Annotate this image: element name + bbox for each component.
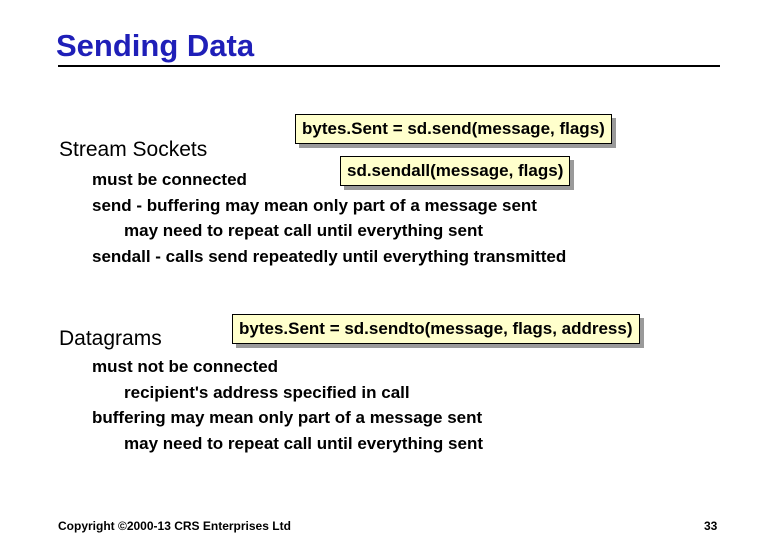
stream-sockets-heading: Stream Sockets	[59, 138, 208, 161]
datagram-line-4: may need to repeat call until everything sent	[124, 434, 483, 453]
stream-line-1: must be connected	[92, 170, 247, 189]
sendall-callout: sd.sendall(message, flags)	[340, 156, 570, 186]
stream-line-2: send - buffering may mean only part of a message sent	[92, 196, 537, 215]
page-number: 33	[704, 519, 718, 533]
slide-title: Sending Data	[56, 28, 255, 63]
datagram-line-1: must not be connected	[92, 357, 279, 376]
stream-line-3: may need to repeat call until everything sent	[124, 221, 483, 240]
send-callout: bytes.Sent = sd.send(message, flags)	[295, 114, 612, 144]
stream-line-4: sendall - calls send repeatedly until everything transmitted	[92, 247, 567, 266]
datagram-line-3: buffering may mean only part of a message sent	[92, 408, 483, 427]
datagrams-heading: Datagrams	[59, 327, 162, 350]
title-underline	[58, 65, 720, 67]
datagram-line-2: recipient's address specified in call	[124, 383, 410, 402]
sendto-callout: bytes.Sent = sd.sendto(message, flags, address)	[232, 314, 640, 344]
copyright-footer: Copyright ©2000-13 CRS Enterprises Ltd	[58, 519, 291, 533]
